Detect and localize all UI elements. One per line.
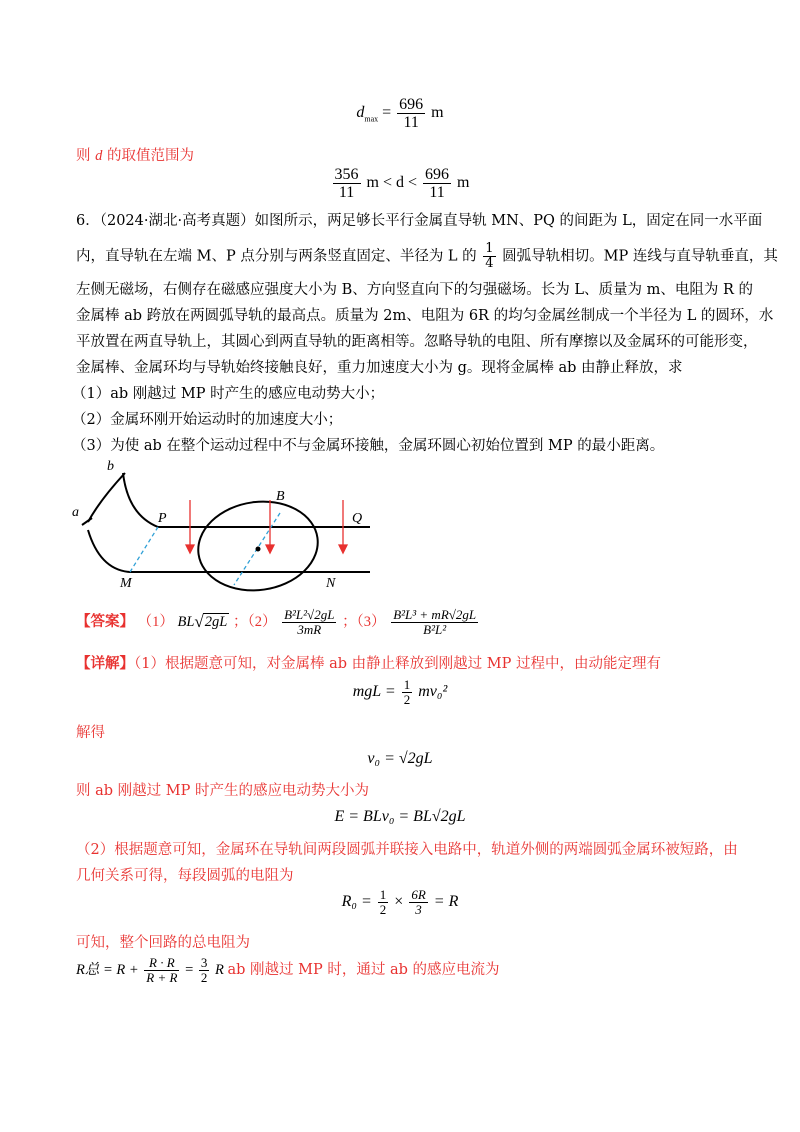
solve-label: 解得: [76, 725, 105, 741]
frac: $\frac{696}{11}$: [399, 96, 424, 131]
question-3: （3）为使 ab 在整个运动过程中不与金属环接触，金属环圆心初始位置到 MP 的最小距离。: [72, 438, 665, 454]
question-2: （2）金属环刚开始运动时的加速度大小；: [72, 412, 343, 428]
problem-line1: 6．（2024·湖北·高考真题）如图所示，两足够长平行金属直导轨 MN、PQ 的间距为 L，固定在同一水平面: [76, 213, 763, 229]
detail-4: 可知，整个回路的总电阻为: [76, 935, 250, 951]
answer-line: 【答案】 （1） BL√2gL ；（2） $\frac{\text{B²L²√2gL}}{3mR}$ ；（3） $\frac{\text{B²L³ + mR√2gL}}{\text{B²L²}}$: [76, 607, 477, 637]
detail-3a: （2）根据题意可知，金属环在导轨间两段圆弧并联接入电路中，轨道外侧的两端圆弧金属环被短路，由: [76, 842, 738, 858]
label-M: M: [120, 576, 132, 591]
problem-line6: 金属棒、金属环均与导轨始终接触良好，重力加速度大小为 g。现将金属棒 ab 由静止释放，求: [76, 360, 683, 376]
eq-velocity: v₀ = √2gL: [367, 750, 433, 767]
label-Q: Q: [352, 511, 363, 526]
range-intro: 则 d 的取值范围为: [76, 148, 194, 164]
detail-2: 则 ab 刚越过 MP 时产生的感应电动势大小为: [76, 783, 369, 799]
problem-line5: 平放置在两直导轨上，其圆心到两直导轨的距离相等。忽略导轨的电阻、所有摩擦以及金属环的可能形变，: [76, 334, 758, 350]
label-N: N: [326, 576, 336, 591]
question-1: （1）ab 刚越过 MP 时产生的感应电动势大小；: [72, 386, 385, 402]
problem-line4: 金属棒 ab 跨放在两圆弧导轨的最高点。质量为 2m、电阻为 6R 的均匀金属丝制成一个半径为 L 的圆环，水: [76, 308, 774, 324]
problem-line2: 内，直导轨在左端 M、P 点分别与两条竖直固定、半径为 L 的 $\frac{1}{4}$ 圆弧导轨相切。MP 连线与直导轨垂直，其: [76, 241, 778, 271]
problem-line3: 左侧无磁场，右侧存在磁感应强度大小为 B、方向竖直向下的匀强磁场。长为 L、质量为 m、电阻为 R 的: [76, 282, 753, 298]
eq-energy: mgL = $\frac{1}{2}$ mv₀²: [352, 677, 448, 707]
label-B: B: [276, 489, 285, 504]
detail-3b: 几何关系可得，每段圆弧的电阻为: [76, 868, 294, 884]
eq-total-resistance: R总 = R + $\frac{R \cdot R}{R + R}$ = $\frac{3}{2}$ R ab 刚越过 MP 时，通过 ab 的感应电流为: [76, 955, 500, 985]
eq-dmax: $d_{max}$ = $\frac{696}{11}$ m: [356, 96, 444, 131]
label-P: P: [158, 511, 167, 526]
eq-range: $\frac{356}{11}$ m < d < $\frac{696}{11}$ m: [334, 166, 470, 201]
label-b: b: [107, 459, 114, 474]
eq-arc-resistance: R₀ = $\frac{1}{2}$ × $\frac{6R}{3}$ = R: [341, 887, 459, 917]
eq-emf: E = BLv₀ = BL√2gL: [334, 808, 466, 825]
detail-1: 【详解】（1）根据题意可知，对金属棒 ab 由静止释放到刚越过 MP 过程中，由动能定理有: [76, 656, 661, 672]
label-a: a: [72, 505, 79, 520]
rail-diagram: [60, 455, 390, 595]
